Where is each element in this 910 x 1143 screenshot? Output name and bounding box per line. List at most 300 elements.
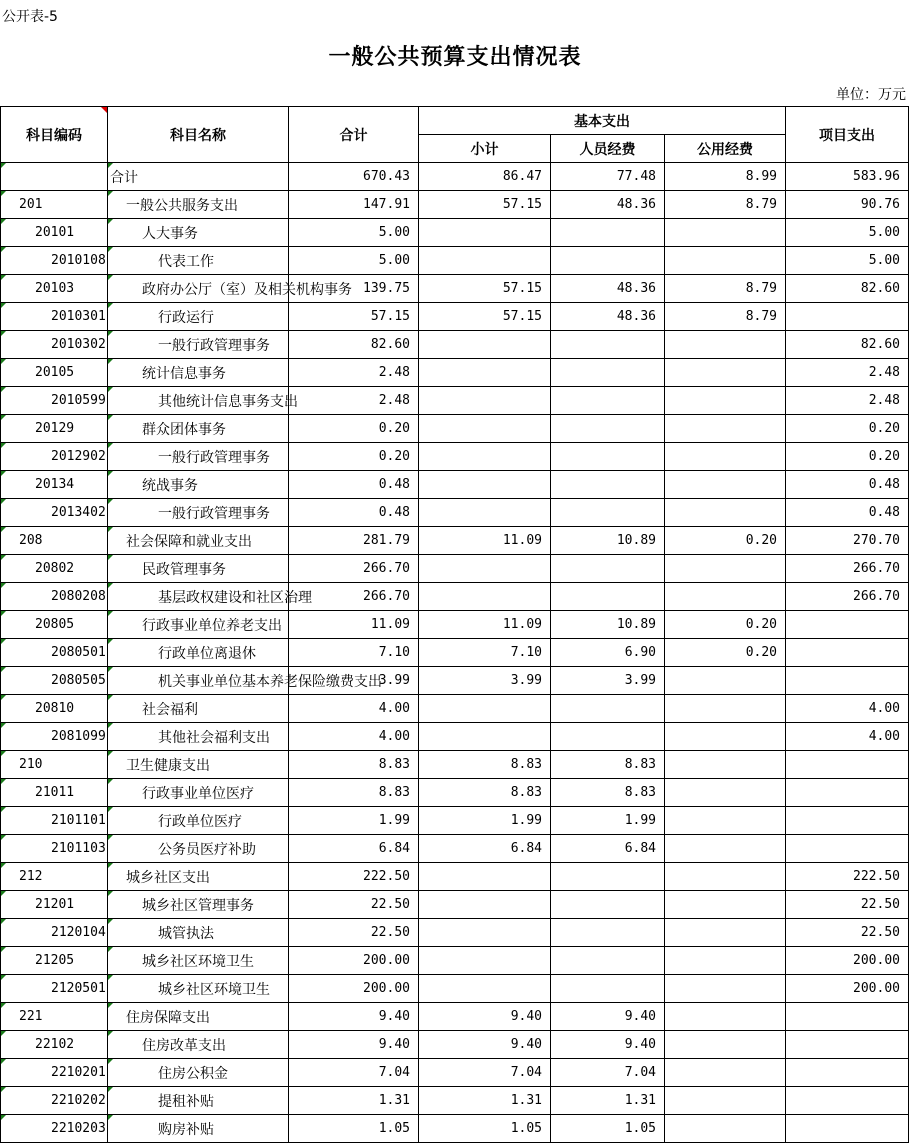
cell-total: 4.00: [289, 723, 419, 751]
cell-project: [786, 1003, 909, 1031]
cell-total: 147.91: [289, 191, 419, 219]
cell-public: [665, 443, 786, 471]
cell-marker-icon: [108, 219, 113, 224]
header-project: 项目支出: [786, 107, 909, 163]
cell-code: 208: [1, 527, 108, 555]
table-row: [1, 1115, 909, 1143]
table-row: [1, 863, 909, 891]
cell-marker-icon: [1, 835, 6, 840]
cell-personnel: 8.83: [551, 751, 665, 779]
cell-total: 6.84: [289, 835, 419, 863]
cell-total: 266.70: [289, 583, 419, 611]
cell-code: 2080505: [1, 667, 108, 695]
table-row: [1, 1059, 909, 1087]
cell-personnel: [551, 499, 665, 527]
cell-personnel: 10.89: [551, 527, 665, 555]
table-row: [1, 723, 909, 751]
cell-name: 群众团体事务: [108, 415, 289, 443]
table-row: [1, 219, 909, 247]
cell-project: [786, 611, 909, 639]
cell-marker-icon: [1, 415, 6, 420]
cell-code: 20105: [1, 359, 108, 387]
cell-marker-icon: [1, 1031, 6, 1036]
header-basic: 基本支出: [419, 107, 786, 135]
cell-public: [665, 695, 786, 723]
table-row: [1, 835, 909, 863]
cell-total: 1.05: [289, 1115, 419, 1143]
cell-total: 5.00: [289, 219, 419, 247]
cell-code: 2013402: [1, 499, 108, 527]
table-row: [1, 303, 909, 331]
cell-total: 2.48: [289, 387, 419, 415]
cell-subtotal: 11.09: [419, 611, 551, 639]
cell-total: 11.09: [289, 611, 419, 639]
cell-total: 82.60: [289, 331, 419, 359]
cell-project: 0.48: [786, 499, 909, 527]
cell-public: [665, 247, 786, 275]
cell-subtotal: [419, 387, 551, 415]
cell-marker-icon: [1, 611, 6, 616]
cell-marker-icon: [1, 527, 6, 532]
cell-marker-icon: [108, 303, 113, 308]
table-row: [1, 555, 909, 583]
table-row: [1, 1087, 909, 1115]
cell-total: 7.04: [289, 1059, 419, 1087]
cell-public: [665, 975, 786, 1003]
cell-project: 2.48: [786, 387, 909, 415]
cell-project: 4.00: [786, 723, 909, 751]
cell-code: 2210203: [1, 1115, 108, 1143]
cell-personnel: [551, 247, 665, 275]
cell-marker-icon: [1, 219, 6, 224]
cell-marker-icon: [108, 275, 113, 280]
cell-subtotal: 1.99: [419, 807, 551, 835]
header-public: 公用经费: [665, 135, 786, 163]
cell-code: 2010599: [1, 387, 108, 415]
cell-public: [665, 863, 786, 891]
cell-subtotal: [419, 219, 551, 247]
cell-marker-icon: [1, 1115, 6, 1120]
cell-code: 20802: [1, 555, 108, 583]
cell-subtotal: 6.84: [419, 835, 551, 863]
table-row: [1, 583, 909, 611]
cell-name: 行政事业单位医疗: [108, 779, 289, 807]
cell-name: 社会福利: [108, 695, 289, 723]
cell-subtotal: 3.99: [419, 667, 551, 695]
cell-marker-icon: [1, 359, 6, 364]
cell-name: 机关事业单位基本养老保险缴费支出: [108, 667, 289, 695]
cell-name: 一般行政管理事务: [108, 499, 289, 527]
cell-public: [665, 779, 786, 807]
cell-name: 行政单位离退休: [108, 639, 289, 667]
cell-marker-icon: [1, 723, 6, 728]
cell-personnel: [551, 583, 665, 611]
cell-subtotal: 57.15: [419, 303, 551, 331]
table-row: [1, 275, 909, 303]
cell-total: 4.00: [289, 695, 419, 723]
cell-total: 0.20: [289, 443, 419, 471]
cell-marker-icon: [1, 975, 6, 980]
cell-code: 20805: [1, 611, 108, 639]
cell-marker-icon: [1, 191, 6, 196]
cell-subtotal: [419, 947, 551, 975]
cell-subtotal: 57.15: [419, 275, 551, 303]
cell-total: 266.70: [289, 555, 419, 583]
cell-subtotal: 9.40: [419, 1003, 551, 1031]
cell-project: [786, 667, 909, 695]
cell-subtotal: [419, 443, 551, 471]
cell-total: 1.99: [289, 807, 419, 835]
table-row: [1, 527, 909, 555]
cell-total: 139.75: [289, 275, 419, 303]
cell-marker-icon: [108, 247, 113, 252]
cell-marker-icon: [108, 527, 113, 532]
cell-marker-icon: [108, 919, 113, 924]
cell-marker-icon: [1, 163, 6, 168]
cell-project: 0.20: [786, 415, 909, 443]
cell-code: 20101: [1, 219, 108, 247]
cell-public: [665, 807, 786, 835]
cell-subtotal: [419, 583, 551, 611]
cell-name: 城乡社区支出: [108, 863, 289, 891]
cell-code: 21201: [1, 891, 108, 919]
cell-public: [665, 499, 786, 527]
cell-subtotal: 8.83: [419, 779, 551, 807]
cell-subtotal: [419, 555, 551, 583]
cell-project: 270.70: [786, 527, 909, 555]
cell-public: 0.20: [665, 527, 786, 555]
cell-marker-icon: [1, 471, 6, 476]
cell-subtotal: [419, 471, 551, 499]
cell-personnel: [551, 387, 665, 415]
cell-project: [786, 1087, 909, 1115]
cell-project: 266.70: [786, 583, 909, 611]
cell-project: 0.48: [786, 471, 909, 499]
cell-name: 城乡社区环境卫生: [108, 975, 289, 1003]
cell-personnel: 3.99: [551, 667, 665, 695]
cell-total: 2.48: [289, 359, 419, 387]
cell-code: 20134: [1, 471, 108, 499]
cell-subtotal: 1.31: [419, 1087, 551, 1115]
cell-project: 4.00: [786, 695, 909, 723]
cell-name: 住房公积金: [108, 1059, 289, 1087]
cell-total: 1.31: [289, 1087, 419, 1115]
cell-total: 9.40: [289, 1031, 419, 1059]
cell-name: 行政运行: [108, 303, 289, 331]
header-subtotal: 小计: [419, 135, 551, 163]
cell-public: [665, 331, 786, 359]
cell-project: 583.96: [786, 163, 909, 191]
cell-public: 8.99: [665, 163, 786, 191]
cell-personnel: [551, 471, 665, 499]
cell-public: [665, 1059, 786, 1087]
cell-public: [665, 1031, 786, 1059]
cell-name: 一般行政管理事务: [108, 443, 289, 471]
cell-code: 212: [1, 863, 108, 891]
cell-marker-icon: [108, 471, 113, 476]
cell-name: 行政事业单位养老支出: [108, 611, 289, 639]
cell-marker-icon: [1, 1003, 6, 1008]
cell-personnel: 48.36: [551, 303, 665, 331]
form-label: 公开表-5: [2, 9, 58, 25]
cell-project: 22.50: [786, 919, 909, 947]
cell-personnel: 9.40: [551, 1003, 665, 1031]
cell-personnel: 1.31: [551, 1087, 665, 1115]
cell-marker-icon: [108, 695, 113, 700]
cell-marker-icon: [108, 1059, 113, 1064]
cell-marker-icon: [108, 1031, 113, 1036]
table-row: [1, 947, 909, 975]
cell-project: 200.00: [786, 975, 909, 1003]
cell-project: 266.70: [786, 555, 909, 583]
cell-project: 0.20: [786, 443, 909, 471]
unit-label: 单位：万元: [836, 87, 906, 103]
cell-marker-icon: [108, 611, 113, 616]
cell-personnel: [551, 863, 665, 891]
cell-name: 合计: [108, 163, 289, 191]
cell-code: 20129: [1, 415, 108, 443]
cell-public: [665, 835, 786, 863]
cell-marker-icon: [1, 1087, 6, 1092]
cell-subtotal: [419, 695, 551, 723]
cell-total: 200.00: [289, 975, 419, 1003]
cell-personnel: [551, 947, 665, 975]
cell-public: [665, 219, 786, 247]
cell-personnel: 1.99: [551, 807, 665, 835]
cell-project: [786, 807, 909, 835]
cell-marker-icon: [108, 163, 113, 168]
cell-public: 0.20: [665, 611, 786, 639]
cell-project: 2.48: [786, 359, 909, 387]
cell-marker-icon: [1, 751, 6, 756]
cell-name: 政府办公厅（室）及相关机构事务: [108, 275, 289, 303]
cell-code: 22102: [1, 1031, 108, 1059]
cell-name: 其他统计信息事务支出: [108, 387, 289, 415]
cell-name: 一般行政管理事务: [108, 331, 289, 359]
cell-subtotal: [419, 891, 551, 919]
cell-subtotal: [419, 863, 551, 891]
cell-marker-icon: [1, 807, 6, 812]
table-row: [1, 163, 909, 191]
cell-subtotal: 1.05: [419, 1115, 551, 1143]
cell-marker-icon: [1, 947, 6, 952]
cell-code: [1, 163, 108, 191]
cell-code: 2101101: [1, 807, 108, 835]
cell-marker-icon: [108, 807, 113, 812]
cell-marker-icon: [108, 499, 113, 504]
cell-subtotal: 57.15: [419, 191, 551, 219]
header-total: 合计: [289, 107, 419, 163]
cell-project: [786, 1115, 909, 1143]
cell-public: [665, 1115, 786, 1143]
cell-total: 22.50: [289, 919, 419, 947]
table-row: [1, 471, 909, 499]
cell-name: 提租补贴: [108, 1087, 289, 1115]
cell-personnel: [551, 919, 665, 947]
cell-code: 2081099: [1, 723, 108, 751]
cell-code: 21011: [1, 779, 108, 807]
cell-marker-icon: [108, 667, 113, 672]
table-row: [1, 443, 909, 471]
cell-marker-icon: [1, 331, 6, 336]
cell-public: [665, 387, 786, 415]
cell-name: 住房改革支出: [108, 1031, 289, 1059]
table-body: [1, 163, 909, 1143]
cell-public: [665, 751, 786, 779]
cell-subtotal: [419, 975, 551, 1003]
cell-personnel: 9.40: [551, 1031, 665, 1059]
table-row: [1, 751, 909, 779]
cell-public: [665, 723, 786, 751]
cell-marker-icon: [108, 1087, 113, 1092]
cell-total: 57.15: [289, 303, 419, 331]
cell-subtotal: [419, 415, 551, 443]
cell-marker-icon: [1, 863, 6, 868]
cell-marker-icon: [108, 387, 113, 392]
cell-name: 人大事务: [108, 219, 289, 247]
cell-code: 2210202: [1, 1087, 108, 1115]
cell-personnel: [551, 415, 665, 443]
cell-code: 21205: [1, 947, 108, 975]
cell-personnel: 10.89: [551, 611, 665, 639]
cell-marker-icon: [1, 555, 6, 560]
table-row: [1, 975, 909, 1003]
cell-marker-icon: [108, 975, 113, 980]
cell-total: 670.43: [289, 163, 419, 191]
cell-marker-icon: [1, 639, 6, 644]
cell-marker-icon: [1, 247, 6, 252]
cell-name: 城乡社区管理事务: [108, 891, 289, 919]
cell-marker-icon: [108, 723, 113, 728]
cell-project: [786, 835, 909, 863]
cell-name: 城管执法: [108, 919, 289, 947]
cell-project: [786, 1059, 909, 1087]
cell-public: [665, 359, 786, 387]
table-row: [1, 247, 909, 275]
cell-project: [786, 779, 909, 807]
cell-personnel: 7.04: [551, 1059, 665, 1087]
cell-name: 代表工作: [108, 247, 289, 275]
cell-project: [786, 1031, 909, 1059]
cell-name: 基层政权建设和社区治理: [108, 583, 289, 611]
table-row: [1, 695, 909, 723]
cell-public: [665, 667, 786, 695]
table-row: [1, 415, 909, 443]
cell-code: 2010302: [1, 331, 108, 359]
cell-marker-icon: [1, 499, 6, 504]
cell-total: 9.40: [289, 1003, 419, 1031]
cell-total: 0.48: [289, 499, 419, 527]
table-row: [1, 387, 909, 415]
cell-subtotal: 9.40: [419, 1031, 551, 1059]
cell-name: 统计信息事务: [108, 359, 289, 387]
cell-code: 2010108: [1, 247, 108, 275]
cell-name: 住房保障支出: [108, 1003, 289, 1031]
cell-marker-icon: [1, 891, 6, 896]
cell-code: 2012902: [1, 443, 108, 471]
cell-name: 民政管理事务: [108, 555, 289, 583]
cell-project: 5.00: [786, 247, 909, 275]
cell-total: 8.83: [289, 751, 419, 779]
cell-code: 2120104: [1, 919, 108, 947]
cell-public: [665, 555, 786, 583]
cell-public: [665, 891, 786, 919]
cell-code: 2120501: [1, 975, 108, 1003]
cell-code: 210: [1, 751, 108, 779]
cell-personnel: 8.83: [551, 779, 665, 807]
cell-marker-icon: [108, 415, 113, 420]
cell-total: 200.00: [289, 947, 419, 975]
table-row: [1, 891, 909, 919]
cell-personnel: [551, 891, 665, 919]
cell-marker-icon: [1, 443, 6, 448]
cell-public: 8.79: [665, 275, 786, 303]
table-row: [1, 1003, 909, 1031]
cell-marker-icon: [1, 303, 6, 308]
cell-project: [786, 639, 909, 667]
cell-public: [665, 947, 786, 975]
cell-marker-icon: [108, 835, 113, 840]
cell-subtotal: 8.83: [419, 751, 551, 779]
cell-project: [786, 751, 909, 779]
cell-total: 3.99: [289, 667, 419, 695]
cell-marker-icon: [108, 191, 113, 196]
cell-marker-icon: [108, 443, 113, 448]
table-row: [1, 499, 909, 527]
cell-marker-icon: [108, 779, 113, 784]
cell-project: 222.50: [786, 863, 909, 891]
cell-personnel: [551, 443, 665, 471]
cell-total: 5.00: [289, 247, 419, 275]
cell-personnel: [551, 219, 665, 247]
cell-name: 其他社会福利支出: [108, 723, 289, 751]
table-row: [1, 779, 909, 807]
cell-code: 20810: [1, 695, 108, 723]
cell-personnel: [551, 359, 665, 387]
header-code: 科目编码: [1, 107, 108, 163]
cell-subtotal: [419, 331, 551, 359]
cell-subtotal: [419, 723, 551, 751]
cell-marker-icon: [108, 1115, 113, 1120]
cell-personnel: [551, 695, 665, 723]
cell-marker-icon: [1, 919, 6, 924]
cell-total: 0.20: [289, 415, 419, 443]
page-title: 一般公共预算支出情况表: [328, 44, 582, 70]
cell-code: 201: [1, 191, 108, 219]
cell-subtotal: 7.10: [419, 639, 551, 667]
cell-name: 统战事务: [108, 471, 289, 499]
comment-marker-icon: [101, 107, 107, 113]
table-row: [1, 611, 909, 639]
cell-marker-icon: [108, 555, 113, 560]
cell-total: 7.10: [289, 639, 419, 667]
cell-subtotal: 7.04: [419, 1059, 551, 1087]
cell-subtotal: [419, 247, 551, 275]
cell-name: 一般公共服务支出: [108, 191, 289, 219]
cell-public: [665, 1087, 786, 1115]
cell-subtotal: 11.09: [419, 527, 551, 555]
cell-marker-icon: [1, 779, 6, 784]
cell-personnel: [551, 975, 665, 1003]
cell-code: 20103: [1, 275, 108, 303]
cell-code: 2080208: [1, 583, 108, 611]
cell-subtotal: [419, 499, 551, 527]
cell-name: 购房补贴: [108, 1115, 289, 1143]
cell-marker-icon: [108, 583, 113, 588]
cell-name: 公务员医疗补助: [108, 835, 289, 863]
cell-marker-icon: [108, 359, 113, 364]
cell-code: 2010301: [1, 303, 108, 331]
